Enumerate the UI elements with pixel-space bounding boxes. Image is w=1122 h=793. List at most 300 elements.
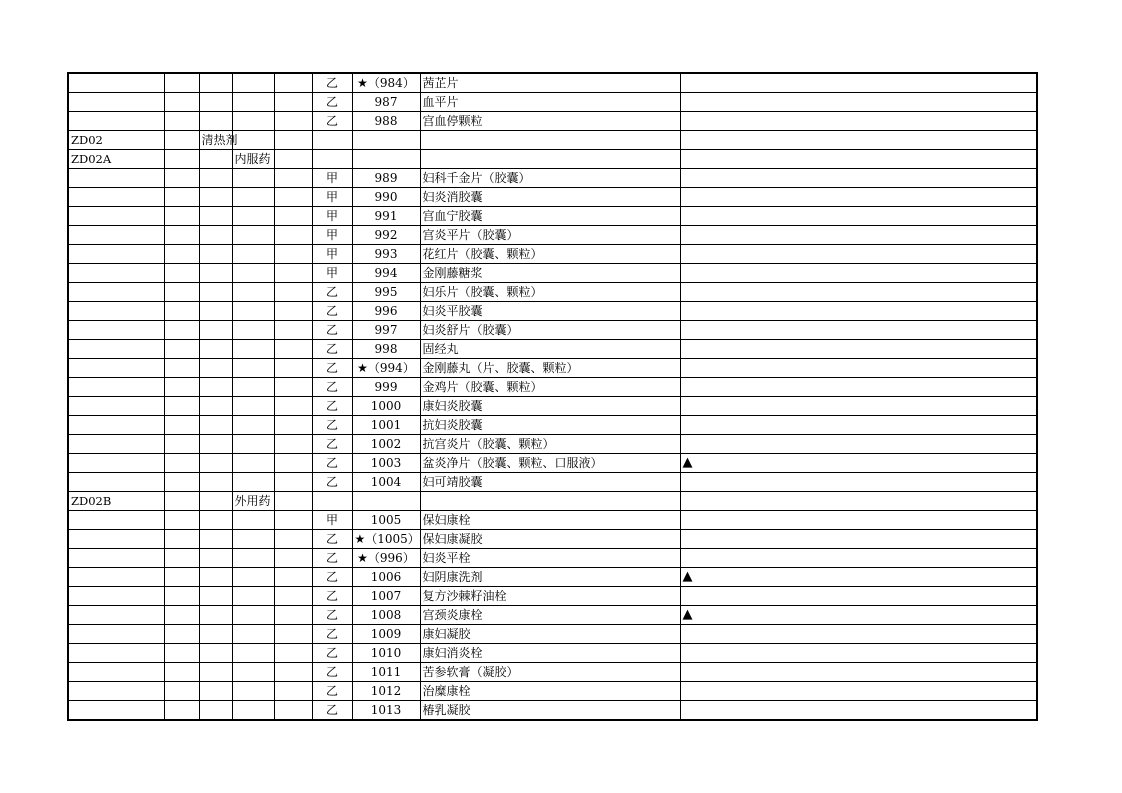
cell-col2 <box>164 150 199 169</box>
cell-col5 <box>274 302 312 321</box>
cell-col2 <box>164 359 199 378</box>
class-level-cell: 乙 <box>312 283 352 302</box>
remark-cell <box>680 663 1037 682</box>
drug-number-cell: 996 <box>352 302 420 321</box>
class-level-cell: 乙 <box>312 644 352 663</box>
subcategory-name-cell <box>232 207 274 226</box>
remark-cell <box>680 302 1037 321</box>
category-name-cell <box>199 378 232 397</box>
cell-col5 <box>274 454 312 473</box>
drug-name-cell: 康妇消炎栓 <box>420 644 680 663</box>
table-row <box>68 511 1037 530</box>
cell-col2 <box>164 169 199 188</box>
category-name-cell <box>199 606 232 625</box>
table-row <box>68 625 1037 644</box>
drug-name-cell: 金鸡片（胶囊、颗粒） <box>420 378 680 397</box>
category-name-cell <box>199 188 232 207</box>
subcategory-name-cell <box>232 530 274 549</box>
subcategory-name-cell <box>232 435 274 454</box>
subcategory-name-cell <box>232 188 274 207</box>
cell-col5 <box>274 682 312 701</box>
drug-number-cell: 1011 <box>352 663 420 682</box>
cell-col2 <box>164 416 199 435</box>
table-row <box>68 378 1037 397</box>
category-code-cell <box>68 568 164 587</box>
table-row <box>68 454 1037 473</box>
cell-col2 <box>164 587 199 606</box>
drug-name-cell: 固经丸 <box>420 340 680 359</box>
drug-list-table <box>67 72 1038 721</box>
category-code-cell <box>68 188 164 207</box>
drug-number-cell: 989 <box>352 169 420 188</box>
table-row <box>68 568 1037 587</box>
category-name-cell <box>199 150 232 169</box>
table-row <box>68 397 1037 416</box>
remark-cell <box>680 321 1037 340</box>
category-name-cell: 清热剂 <box>199 131 232 150</box>
category-code-cell: ZD02 <box>68 131 164 150</box>
drug-name-cell: 盆炎净片（胶囊、颗粒、口服液） <box>420 454 680 473</box>
drug-name-cell: 宫颈炎康栓 <box>420 606 680 625</box>
drug-number-cell: 1005 <box>352 511 420 530</box>
class-level-cell: 乙 <box>312 454 352 473</box>
cell-col2 <box>164 492 199 511</box>
drug-number-cell: 990 <box>352 188 420 207</box>
cell-col5 <box>274 644 312 663</box>
subcategory-name-cell <box>232 416 274 435</box>
class-level-cell: 甲 <box>312 207 352 226</box>
remark-cell <box>680 378 1037 397</box>
class-level-cell: 乙 <box>312 549 352 568</box>
drug-name-cell: 金刚藤糖浆 <box>420 264 680 283</box>
drug-name-cell: 治糜康栓 <box>420 682 680 701</box>
drug-name-cell: 妇可靖胶囊 <box>420 473 680 492</box>
remark-cell <box>680 283 1037 302</box>
cell-col2 <box>164 682 199 701</box>
cell-col2 <box>164 378 199 397</box>
table-body <box>68 73 1037 720</box>
subcategory-name-cell <box>232 340 274 359</box>
category-name-cell <box>199 226 232 245</box>
drug-number-cell: 999 <box>352 378 420 397</box>
cell-col2 <box>164 568 199 587</box>
category-name-cell <box>199 435 232 454</box>
cell-col2 <box>164 644 199 663</box>
class-level-cell: 乙 <box>312 112 352 131</box>
class-level-cell: 乙 <box>312 701 352 721</box>
subcategory-name-cell <box>232 226 274 245</box>
class-level-cell: 甲 <box>312 226 352 245</box>
drug-number-cell: 993 <box>352 245 420 264</box>
drug-name-cell <box>420 492 680 511</box>
remark-cell <box>680 245 1037 264</box>
class-level-cell: 乙 <box>312 321 352 340</box>
table-row <box>68 283 1037 302</box>
category-name-cell <box>199 492 232 511</box>
cell-col5 <box>274 188 312 207</box>
category-code-cell <box>68 359 164 378</box>
category-name-cell <box>199 302 232 321</box>
drug-name-cell: 妇乐片（胶囊、颗粒） <box>420 283 680 302</box>
category-code-cell <box>68 73 164 93</box>
category-name-cell <box>199 283 232 302</box>
category-name-cell <box>199 454 232 473</box>
table-row <box>68 93 1037 112</box>
class-level-cell: 甲 <box>312 188 352 207</box>
drug-number-cell <box>352 150 420 169</box>
category-name-cell <box>199 530 232 549</box>
drug-number-cell: 991 <box>352 207 420 226</box>
class-level-cell: 乙 <box>312 416 352 435</box>
drug-name-cell: 妇炎消胶囊 <box>420 188 680 207</box>
category-name-cell <box>199 321 232 340</box>
drug-number-cell: ★（996） <box>352 549 420 568</box>
drug-number-cell: ★（984） <box>352 73 420 93</box>
table-row <box>68 663 1037 682</box>
drug-name-cell: 花红片（胶囊、颗粒） <box>420 245 680 264</box>
category-name-cell <box>199 644 232 663</box>
remark-cell <box>680 131 1037 150</box>
class-level-cell: 乙 <box>312 397 352 416</box>
drug-name-cell: 宫炎平片（胶囊） <box>420 226 680 245</box>
class-level-cell: 甲 <box>312 511 352 530</box>
category-code-cell <box>68 226 164 245</box>
category-name-cell <box>199 264 232 283</box>
cell-col2 <box>164 397 199 416</box>
category-name-cell <box>199 473 232 492</box>
cell-col5 <box>274 473 312 492</box>
drug-name-cell: 宫血宁胶囊 <box>420 207 680 226</box>
category-code-cell <box>68 549 164 568</box>
table-row <box>68 226 1037 245</box>
drug-name-cell: 妇炎舒片（胶囊） <box>420 321 680 340</box>
cell-col5 <box>274 701 312 721</box>
drug-name-cell: 茜芷片 <box>420 73 680 93</box>
drug-number-cell: ★（994） <box>352 359 420 378</box>
drug-number-cell: 997 <box>352 321 420 340</box>
drug-number-cell: 1008 <box>352 606 420 625</box>
cell-col5 <box>274 492 312 511</box>
category-name-cell <box>199 112 232 131</box>
cell-col5 <box>274 150 312 169</box>
drug-number-cell: 1013 <box>352 701 420 721</box>
table-row <box>68 150 1037 169</box>
drug-number-cell: 1012 <box>352 682 420 701</box>
cell-col5 <box>274 587 312 606</box>
subcategory-name-cell <box>232 112 274 131</box>
category-code-cell <box>68 416 164 435</box>
category-code-cell <box>68 245 164 264</box>
cell-col5 <box>274 568 312 587</box>
category-code-cell <box>68 701 164 721</box>
cell-col2 <box>164 321 199 340</box>
cell-col2 <box>164 188 199 207</box>
category-code-cell <box>68 682 164 701</box>
drug-name-cell: 复方沙棘籽油栓 <box>420 587 680 606</box>
table-row <box>68 530 1037 549</box>
subcategory-name-cell <box>232 321 274 340</box>
class-level-cell: 乙 <box>312 568 352 587</box>
class-level-cell: 乙 <box>312 587 352 606</box>
table-row <box>68 682 1037 701</box>
cell-col5 <box>274 283 312 302</box>
category-code-cell <box>68 321 164 340</box>
drug-name-cell <box>420 131 680 150</box>
category-code-cell <box>68 473 164 492</box>
subcategory-name-cell <box>232 644 274 663</box>
table-row <box>68 359 1037 378</box>
remark-cell <box>680 473 1037 492</box>
remark-cell <box>680 416 1037 435</box>
drug-name-cell: 宫血停颗粒 <box>420 112 680 131</box>
table-row <box>68 587 1037 606</box>
category-code-cell <box>68 397 164 416</box>
remark-cell <box>680 264 1037 283</box>
category-code-cell <box>68 454 164 473</box>
category-code-cell <box>68 644 164 663</box>
table-row <box>68 188 1037 207</box>
cell-col2 <box>164 112 199 131</box>
drug-name-cell: 妇科千金片（胶囊） <box>420 169 680 188</box>
cell-col5 <box>274 93 312 112</box>
cell-col5 <box>274 511 312 530</box>
cell-col2 <box>164 264 199 283</box>
category-code-cell: ZD02B <box>68 492 164 511</box>
table-row <box>68 435 1037 454</box>
class-level-cell <box>312 150 352 169</box>
category-code-cell <box>68 587 164 606</box>
table-row <box>68 264 1037 283</box>
cell-col2 <box>164 207 199 226</box>
table-row <box>68 302 1037 321</box>
table-row <box>68 492 1037 511</box>
drug-name-cell: 抗宫炎片（胶囊、颗粒） <box>420 435 680 454</box>
cell-col5 <box>274 226 312 245</box>
drug-name-cell: 康妇凝胶 <box>420 625 680 644</box>
cell-col5 <box>274 549 312 568</box>
cell-col2 <box>164 302 199 321</box>
category-name-cell <box>199 682 232 701</box>
cell-col5 <box>274 112 312 131</box>
drug-name-cell <box>420 150 680 169</box>
subcategory-name-cell <box>232 606 274 625</box>
subcategory-name-cell <box>232 682 274 701</box>
table-row <box>68 416 1037 435</box>
table-row <box>68 473 1037 492</box>
category-code-cell: ZD02A <box>68 150 164 169</box>
category-code-cell <box>68 340 164 359</box>
drug-number-cell: 1009 <box>352 625 420 644</box>
class-level-cell: 甲 <box>312 264 352 283</box>
subcategory-name-cell <box>232 473 274 492</box>
cell-col2 <box>164 454 199 473</box>
cell-col2 <box>164 606 199 625</box>
cell-col5 <box>274 530 312 549</box>
drug-name-cell: 保妇康栓 <box>420 511 680 530</box>
category-code-cell <box>68 169 164 188</box>
category-code-cell <box>68 264 164 283</box>
table-row <box>68 73 1037 93</box>
remark-cell <box>680 587 1037 606</box>
cell-col2 <box>164 245 199 264</box>
drug-name-cell: 妇炎平栓 <box>420 549 680 568</box>
drug-number-cell: 994 <box>352 264 420 283</box>
subcategory-name-cell <box>232 568 274 587</box>
class-level-cell: 甲 <box>312 169 352 188</box>
class-level-cell: 乙 <box>312 473 352 492</box>
cell-col5 <box>274 663 312 682</box>
remark-cell <box>680 492 1037 511</box>
table-row <box>68 169 1037 188</box>
category-name-cell <box>199 207 232 226</box>
remark-cell <box>680 207 1037 226</box>
drug-name-cell: 妇阴康洗剂 <box>420 568 680 587</box>
cell-col5 <box>274 606 312 625</box>
drug-name-cell: 抗妇炎胶囊 <box>420 416 680 435</box>
remark-cell <box>680 73 1037 93</box>
class-level-cell: 乙 <box>312 340 352 359</box>
category-name-cell <box>199 245 232 264</box>
subcategory-name-cell <box>232 378 274 397</box>
subcategory-name-cell <box>232 169 274 188</box>
drug-number-cell: 1003 <box>352 454 420 473</box>
class-level-cell <box>312 492 352 511</box>
category-name-cell <box>199 701 232 721</box>
category-name-cell <box>199 568 232 587</box>
cell-col5 <box>274 321 312 340</box>
cell-col2 <box>164 73 199 93</box>
subcategory-name-cell <box>232 511 274 530</box>
subcategory-name-cell <box>232 701 274 721</box>
remark-cell <box>680 359 1037 378</box>
drug-number-cell: 1006 <box>352 568 420 587</box>
drug-number-cell: 995 <box>352 283 420 302</box>
table-row <box>68 701 1037 721</box>
drug-name-cell: 金刚藤丸（片、胶囊、颗粒） <box>420 359 680 378</box>
table-row <box>68 644 1037 663</box>
table-row <box>68 549 1037 568</box>
class-level-cell: 乙 <box>312 302 352 321</box>
drug-name-cell: 椿乳凝胶 <box>420 701 680 721</box>
remark-cell <box>680 226 1037 245</box>
subcategory-name-cell <box>232 625 274 644</box>
subcategory-name-cell <box>232 397 274 416</box>
category-name-cell <box>199 340 232 359</box>
cell-col5 <box>274 169 312 188</box>
category-code-cell <box>68 93 164 112</box>
cell-col2 <box>164 226 199 245</box>
drug-name-cell: 保妇康凝胶 <box>420 530 680 549</box>
cell-col5 <box>274 340 312 359</box>
drug-name-cell: 苦参软膏（凝胶） <box>420 663 680 682</box>
subcategory-name-cell <box>232 73 274 93</box>
class-level-cell: 乙 <box>312 378 352 397</box>
class-level-cell <box>312 131 352 150</box>
category-code-cell <box>68 663 164 682</box>
category-code-cell <box>68 378 164 397</box>
drug-number-cell: ★（1005） <box>352 530 420 549</box>
cell-col5 <box>274 207 312 226</box>
table-row <box>68 340 1037 359</box>
class-level-cell: 乙 <box>312 359 352 378</box>
cell-col2 <box>164 473 199 492</box>
category-name-cell <box>199 663 232 682</box>
category-name-cell <box>199 397 232 416</box>
cell-col2 <box>164 663 199 682</box>
table-row <box>68 112 1037 131</box>
cell-col2 <box>164 701 199 721</box>
category-code-cell <box>68 530 164 549</box>
category-name-cell <box>199 587 232 606</box>
drug-number-cell: 998 <box>352 340 420 359</box>
cell-col5 <box>274 264 312 283</box>
subcategory-name-cell <box>232 264 274 283</box>
subcategory-name-cell: 外用药 <box>232 492 274 511</box>
drug-number-cell <box>352 492 420 511</box>
drug-number-cell: 1002 <box>352 435 420 454</box>
subcategory-name-cell <box>232 245 274 264</box>
cell-col2 <box>164 340 199 359</box>
category-name-cell <box>199 169 232 188</box>
subcategory-name-cell <box>232 302 274 321</box>
cell-col5 <box>274 73 312 93</box>
remark-cell <box>680 188 1037 207</box>
category-name-cell <box>199 359 232 378</box>
category-name-cell <box>199 549 232 568</box>
remark-cell <box>680 397 1037 416</box>
subcategory-name-cell <box>232 93 274 112</box>
cell-col5 <box>274 131 312 150</box>
cell-col5 <box>274 435 312 454</box>
drug-number-cell: 992 <box>352 226 420 245</box>
category-name-cell <box>199 511 232 530</box>
remark-cell <box>680 511 1037 530</box>
cell-col2 <box>164 511 199 530</box>
cell-col2 <box>164 283 199 302</box>
drug-number-cell <box>352 131 420 150</box>
cell-col2 <box>164 93 199 112</box>
subcategory-name-cell <box>232 663 274 682</box>
table-row <box>68 131 1037 150</box>
subcategory-name-cell <box>232 131 274 150</box>
remark-cell <box>680 435 1037 454</box>
class-level-cell: 乙 <box>312 625 352 644</box>
drug-number-cell: 1007 <box>352 587 420 606</box>
category-code-cell <box>68 283 164 302</box>
table-row <box>68 207 1037 226</box>
subcategory-name-cell <box>232 359 274 378</box>
class-level-cell: 甲 <box>312 245 352 264</box>
cell-col5 <box>274 416 312 435</box>
drug-number-cell: 1010 <box>352 644 420 663</box>
subcategory-name-cell <box>232 454 274 473</box>
cell-col2 <box>164 530 199 549</box>
class-level-cell: 乙 <box>312 682 352 701</box>
category-name-cell <box>199 73 232 93</box>
class-level-cell: 乙 <box>312 435 352 454</box>
subcategory-name-cell <box>232 587 274 606</box>
remark-cell: ▲ <box>680 606 1037 625</box>
cell-col2 <box>164 131 199 150</box>
class-level-cell: 乙 <box>312 530 352 549</box>
drug-number-cell: 1004 <box>352 473 420 492</box>
category-name-cell <box>199 416 232 435</box>
drug-name-cell: 妇炎平胶囊 <box>420 302 680 321</box>
cell-col5 <box>274 359 312 378</box>
class-level-cell: 乙 <box>312 93 352 112</box>
drug-number-cell: 1001 <box>352 416 420 435</box>
cell-col5 <box>274 625 312 644</box>
